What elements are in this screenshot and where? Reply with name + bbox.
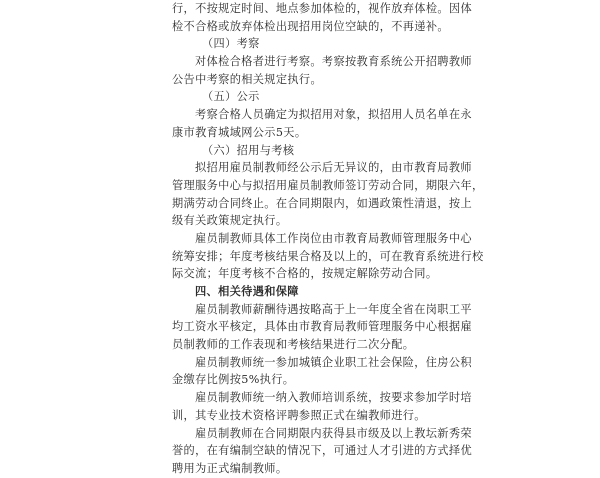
subsection-heading: （六）招用与考核: [202, 143, 295, 157]
document-body: [172, 0, 484, 478]
text-line: 金缴存比例按5%执行。: [172, 373, 295, 387]
text-line: 考察合格人员确定为拟招用对象，拟招用人员名单在永: [195, 108, 472, 122]
text-line: 公告中考察的相关规定执行。: [172, 72, 322, 86]
text-line: 检不合格或放弃体检出现招用岗位空缺的，不再递补。: [172, 19, 449, 33]
text-line: 誉的，在有编制空缺的情况下，可通过人才引进的方式择优: [172, 444, 472, 458]
text-line: 雇员制教师在合同期限内获得县市级及以上教坛新秀荣: [195, 426, 472, 440]
text-line: 训，其专业技术资格评聘参照正式在编教师进行。: [172, 408, 426, 422]
text-line: 雇员制教师具体工作岗位由市教育局教师管理服务中心: [195, 231, 472, 245]
text-line: 雇员制教师统一纳入教师培训系统，按要求参加学时培: [195, 391, 472, 405]
text-line: 管理服务中心与拟招用雇员制教师签订劳动合同，期限六年，: [172, 178, 484, 192]
text-line: 员制教师的工作表现和考核结果进行二次分配。: [172, 338, 415, 352]
section-heading: 四、相关待遇和保障: [195, 284, 299, 298]
subsection-heading: （五）公示: [202, 90, 260, 104]
text-line: 期满劳动合同终止。在合同期限内，如遇政策性清退，按上: [172, 196, 472, 210]
text-line: 行，不按规定时间、地点参加体检的，视作放弃体检。因体: [172, 2, 472, 15]
text-line: 际交流；年度考核不合格的，按规定解除劳动合同。: [172, 267, 438, 281]
text-line: 级有关政策规定执行。: [172, 214, 288, 228]
text-line: 聘用为正式编制教师。: [172, 461, 288, 475]
text-line: 康市教育城域网公示5天。: [172, 125, 307, 139]
text-line: 雇员制教师薪酬待遇按略高于上一年度全省在岗职工平: [195, 302, 472, 316]
text-line: 对体检合格者进行考察。考察按教育系统公开招聘教师: [195, 55, 472, 69]
subsection-heading: （四）考察: [202, 37, 260, 51]
text-line: 均工资水平核定，具体由市教育局教师管理服务中心根据雇: [172, 320, 472, 334]
text-line: 统筹安排；年度考核结果合格及以上的，可在教育系统进行校: [172, 249, 484, 263]
text-line: 拟招用雇员制教师经公示后无异议的，由市教育局教师: [195, 161, 472, 175]
text-line: 雇员制教师统一参加城镇企业职工社会保险，住房公积: [195, 355, 472, 369]
